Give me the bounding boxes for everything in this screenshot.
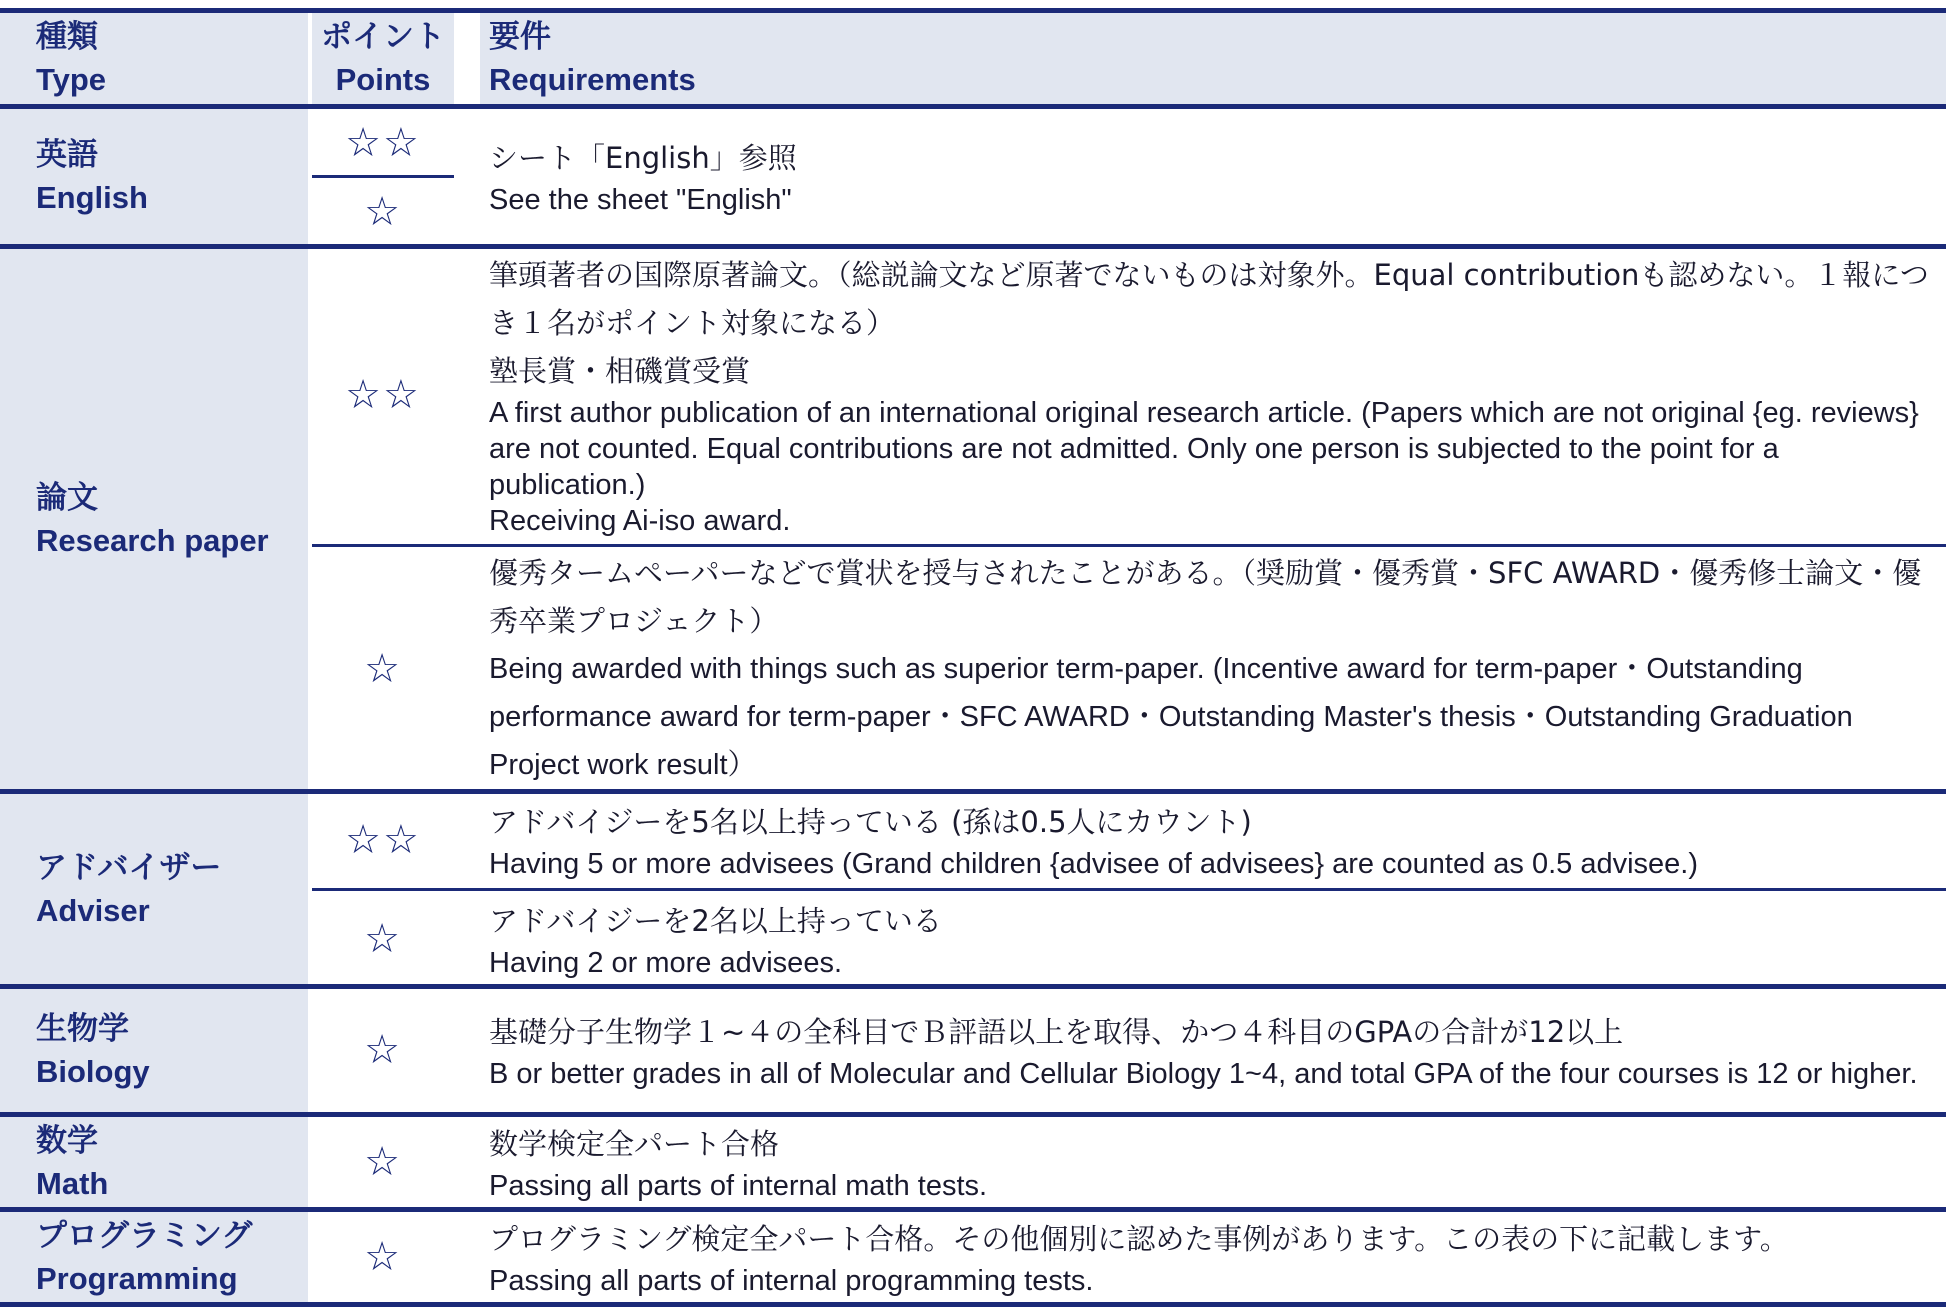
points-two-stars: ☆☆ — [345, 121, 421, 165]
type-en: Research paper — [36, 522, 269, 558]
sub-divider-research-paper — [312, 544, 1946, 547]
points-one-star: ☆ — [364, 1234, 402, 1279]
header-points-ja: ポイント — [321, 19, 445, 54]
rule-row — [0, 1207, 1946, 1212]
header-req-ja: 要件 — [489, 19, 551, 54]
header-type-en: Type — [36, 62, 107, 97]
type-cell-adviser — [0, 791, 308, 986]
points-one-star: ☆ — [364, 916, 402, 961]
header-req-en: Requirements — [489, 62, 696, 97]
requirement-en: Being awarded with things such as superior term-paper. (Incentive award for term-paper・Outstanding performance award for term-paper・SFC AWARD・Outstanding Master's thesis・Outstanding Graduation Project work result） — [489, 653, 1853, 781]
requirement-en: Passing all parts of internal math tests. — [489, 1169, 988, 1202]
points-two-stars: ☆☆ — [345, 373, 421, 417]
requirement-ja: アドバイジーを2名以上持っている — [489, 903, 942, 938]
requirement-en: Having 2 or more advisees. — [489, 946, 842, 979]
type-en: Programming — [36, 1260, 238, 1296]
type-ja: 英語 — [36, 137, 98, 172]
requirement-ja: アドバイジーを5名以上持っている (孫は0.5人にカウント) — [489, 804, 1252, 839]
requirement-en: A first author publication of an international original research article. (Papers which are not original {eg. reviews} are not counted. Equal contributions are not admitted. Only one person is subjected to the point for a publication.) — [489, 397, 1919, 501]
requirement-en: Having 5 or more advisees (Grand children {advisee of advisees} are counted as 0.5 advisee.) — [489, 847, 1699, 880]
type-cell-research-paper — [0, 246, 308, 791]
points-one-star: ☆ — [364, 1028, 402, 1072]
requirement-programming — [489, 1209, 1932, 1304]
header-requirements — [489, 10, 696, 106]
requirement-ja: シート「English」参照 — [489, 141, 797, 175]
rule-bottom — [0, 1302, 1946, 1307]
rule-row — [0, 789, 1946, 794]
requirement-biology — [489, 986, 1932, 1114]
header-points-en: Points — [335, 62, 431, 97]
rule-row — [0, 984, 1946, 989]
type-cell-programming — [0, 1209, 308, 1304]
requirement-en-award: Receiving Ai-iso award. — [489, 505, 791, 537]
type-en: Adviser — [36, 892, 150, 928]
requirement-research-paper-2 — [489, 246, 1932, 544]
type-ja: 数学 — [36, 1122, 98, 1158]
type-ja: 生物学 — [36, 1011, 129, 1046]
requirements-table — [0, 10, 1946, 1306]
type-cell-english — [0, 106, 308, 246]
type-cell-math — [0, 1114, 308, 1209]
requirement-ja: 優秀タームペーパーなどで賞状を授与されたことがある。（奨励賞・優秀賞・SFC AWARD・優秀修士論文・優秀卒業プロジェクト） — [489, 556, 1922, 638]
table-header — [0, 10, 1946, 106]
type-en: English — [36, 180, 148, 215]
type-en: Math — [36, 1165, 109, 1201]
requirement-ja: 基礎分子生物学１~４の全科目でＢ評語以上を取得、かつ４科目のGPAの合計が12以上 — [489, 1015, 1624, 1049]
requirement-research-paper-1 — [489, 547, 1932, 791]
requirement-en: See the sheet "English" — [489, 184, 792, 216]
points-one-star: ☆ — [364, 647, 402, 691]
requirement-ja: プログラミング検定全パート合格。その他個別に認めた事例があります。この表の下に記載します。 — [489, 1221, 1789, 1256]
sub-divider-english — [312, 175, 454, 178]
type-ja: プログラミング — [36, 1217, 253, 1253]
type-ja: アドバイザー — [36, 849, 222, 885]
rule-row — [0, 1112, 1946, 1117]
type-en: Biology — [36, 1054, 150, 1089]
type-cell-biology — [0, 986, 308, 1114]
requirement-en: B or better grades in all of Molecular and Cellular Biology 1~4, and total GPA of the four courses is 12 or higher. — [489, 1058, 1918, 1090]
header-points — [316, 10, 450, 106]
requirement-ja-award: 塾長賞・相磯賞受賞 — [489, 354, 751, 388]
requirement-adviser-2 — [489, 791, 1932, 888]
requirement-ja: 数学検定全パート合格 — [489, 1126, 780, 1161]
header-type — [36, 10, 106, 106]
rule-header — [0, 104, 1946, 109]
rule-row — [0, 244, 1946, 249]
requirement-english — [489, 106, 1932, 246]
points-one-star: ☆ — [364, 190, 402, 234]
requirement-adviser-1 — [489, 891, 1932, 986]
sub-divider-adviser — [312, 888, 1946, 891]
requirement-math — [489, 1114, 1932, 1209]
points-two-stars: ☆☆ — [345, 817, 421, 862]
rule-top — [0, 8, 1946, 13]
points-one-star: ☆ — [364, 1139, 402, 1184]
requirement-ja: 筆頭著者の国際原著論文。（総説論文など原著でないものは対象外。Equal contributionも認めない。１報につき１名がポイント対象になる） — [489, 258, 1929, 340]
header-type-ja: 種類 — [36, 19, 98, 54]
type-ja: 論文 — [36, 479, 98, 515]
requirement-en: Passing all parts of internal programming tests. — [489, 1264, 1094, 1297]
